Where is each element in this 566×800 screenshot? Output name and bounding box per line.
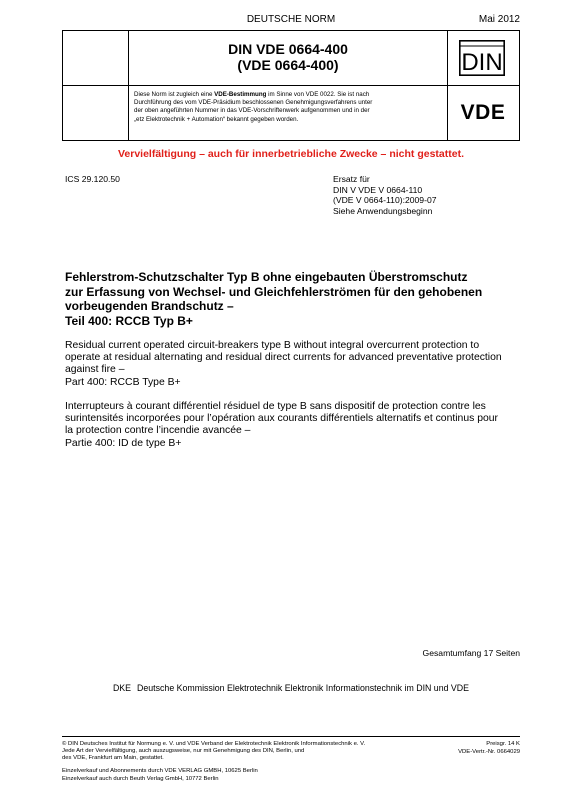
title-frame bbox=[62, 30, 520, 141]
order-info: Einzelverkauf und Abonnements durch VDE VERLAG GMBH, 10625 Berlin Einzelverkauf auch durch Beuth Verlag GmbH, 10772 Berlin bbox=[62, 768, 258, 782]
copyright-notice: © DIN Deutsches Institut für Normung e. V. und VDE Verband der Elektrotechnik Elektronik Informationstechnik e. V. Jede Art der Vervielfältigung, auch auszugsweise, nur mit Genehmigung des DIN, Berlin, und des VDE, Frankfurt am Main, gestattet. bbox=[62, 741, 366, 762]
price-info: Preisgr. 14 K VDE-Vertr.-Nr. 0664029 bbox=[458, 741, 520, 755]
total-pages: Gesamtumfang 17 Seiten bbox=[422, 648, 520, 658]
ics-code: ICS 29.120.50 bbox=[65, 174, 120, 184]
page-header bbox=[62, 14, 520, 26]
reproduction-notice: Vervielfältigung – auch für innerbetriebliche Zwecke – nicht gestattet. bbox=[117, 148, 464, 160]
din-logo-text: DIN bbox=[461, 49, 503, 76]
document-type: DEUTSCHE NORM bbox=[246, 14, 336, 25]
standard-number: DIN VDE 0664-400 (VDE 0664-400) bbox=[228, 41, 348, 73]
footer-divider bbox=[62, 736, 520, 737]
vde-note: Diese Norm ist zugleich eine VDE-Bestimmung im Sinne von VDE 0022. Sie ist nach Durchführung des vom VDE-Präsidium beschlossenen Genehmigungsverfahrens unter der oben angeführten Nummer in das VDE-Vorschriftenwerk aufgenommen und in der „etz Elektrotechnik + Automation“ bekannt gegeben worden. bbox=[134, 91, 373, 123]
vde-logo: VDE bbox=[460, 101, 506, 124]
dke-name: Deutsche Kommission Elektrotechnik Elektronik Informationstechnik im DIN und VDE bbox=[137, 683, 470, 693]
replacement-info: Ersatz für DIN V VDE V 0664-110 (VDE V 0664-110):2009-07 Siehe Anwendungsbeginn bbox=[333, 174, 437, 216]
title-english: Residual current operated circuit-breakers type B without integral overcurrent protection to operate at residual alternating and residual direct currents for advanced preventative protection against fire – Part 400: RCCB Type B+ bbox=[65, 340, 502, 388]
title-french: Interrupteurs à courant différentiel résiduel de type B sans dispositif de protection contre les surintensités incorporées pour l’opération aux courants différentiels alternatifs et continus pour la protection contre l’incendie avancée – Partie 400: ID de type B+ bbox=[65, 401, 498, 449]
din-logo bbox=[459, 40, 505, 76]
title-german: Fehlerstrom-Schutzschalter Typ B ohne eingebauten Überstromschutz zur Erfassung von Wechsel- und Gleichfehlerströmen für den gehobenen vorbeugenden Brandschutz – Teil 400: RCCB Typ B+ bbox=[65, 270, 483, 328]
dke-line bbox=[62, 683, 520, 693]
dke-abbr: DKE bbox=[112, 683, 132, 693]
publication-date: Mai 2012 bbox=[478, 14, 520, 25]
